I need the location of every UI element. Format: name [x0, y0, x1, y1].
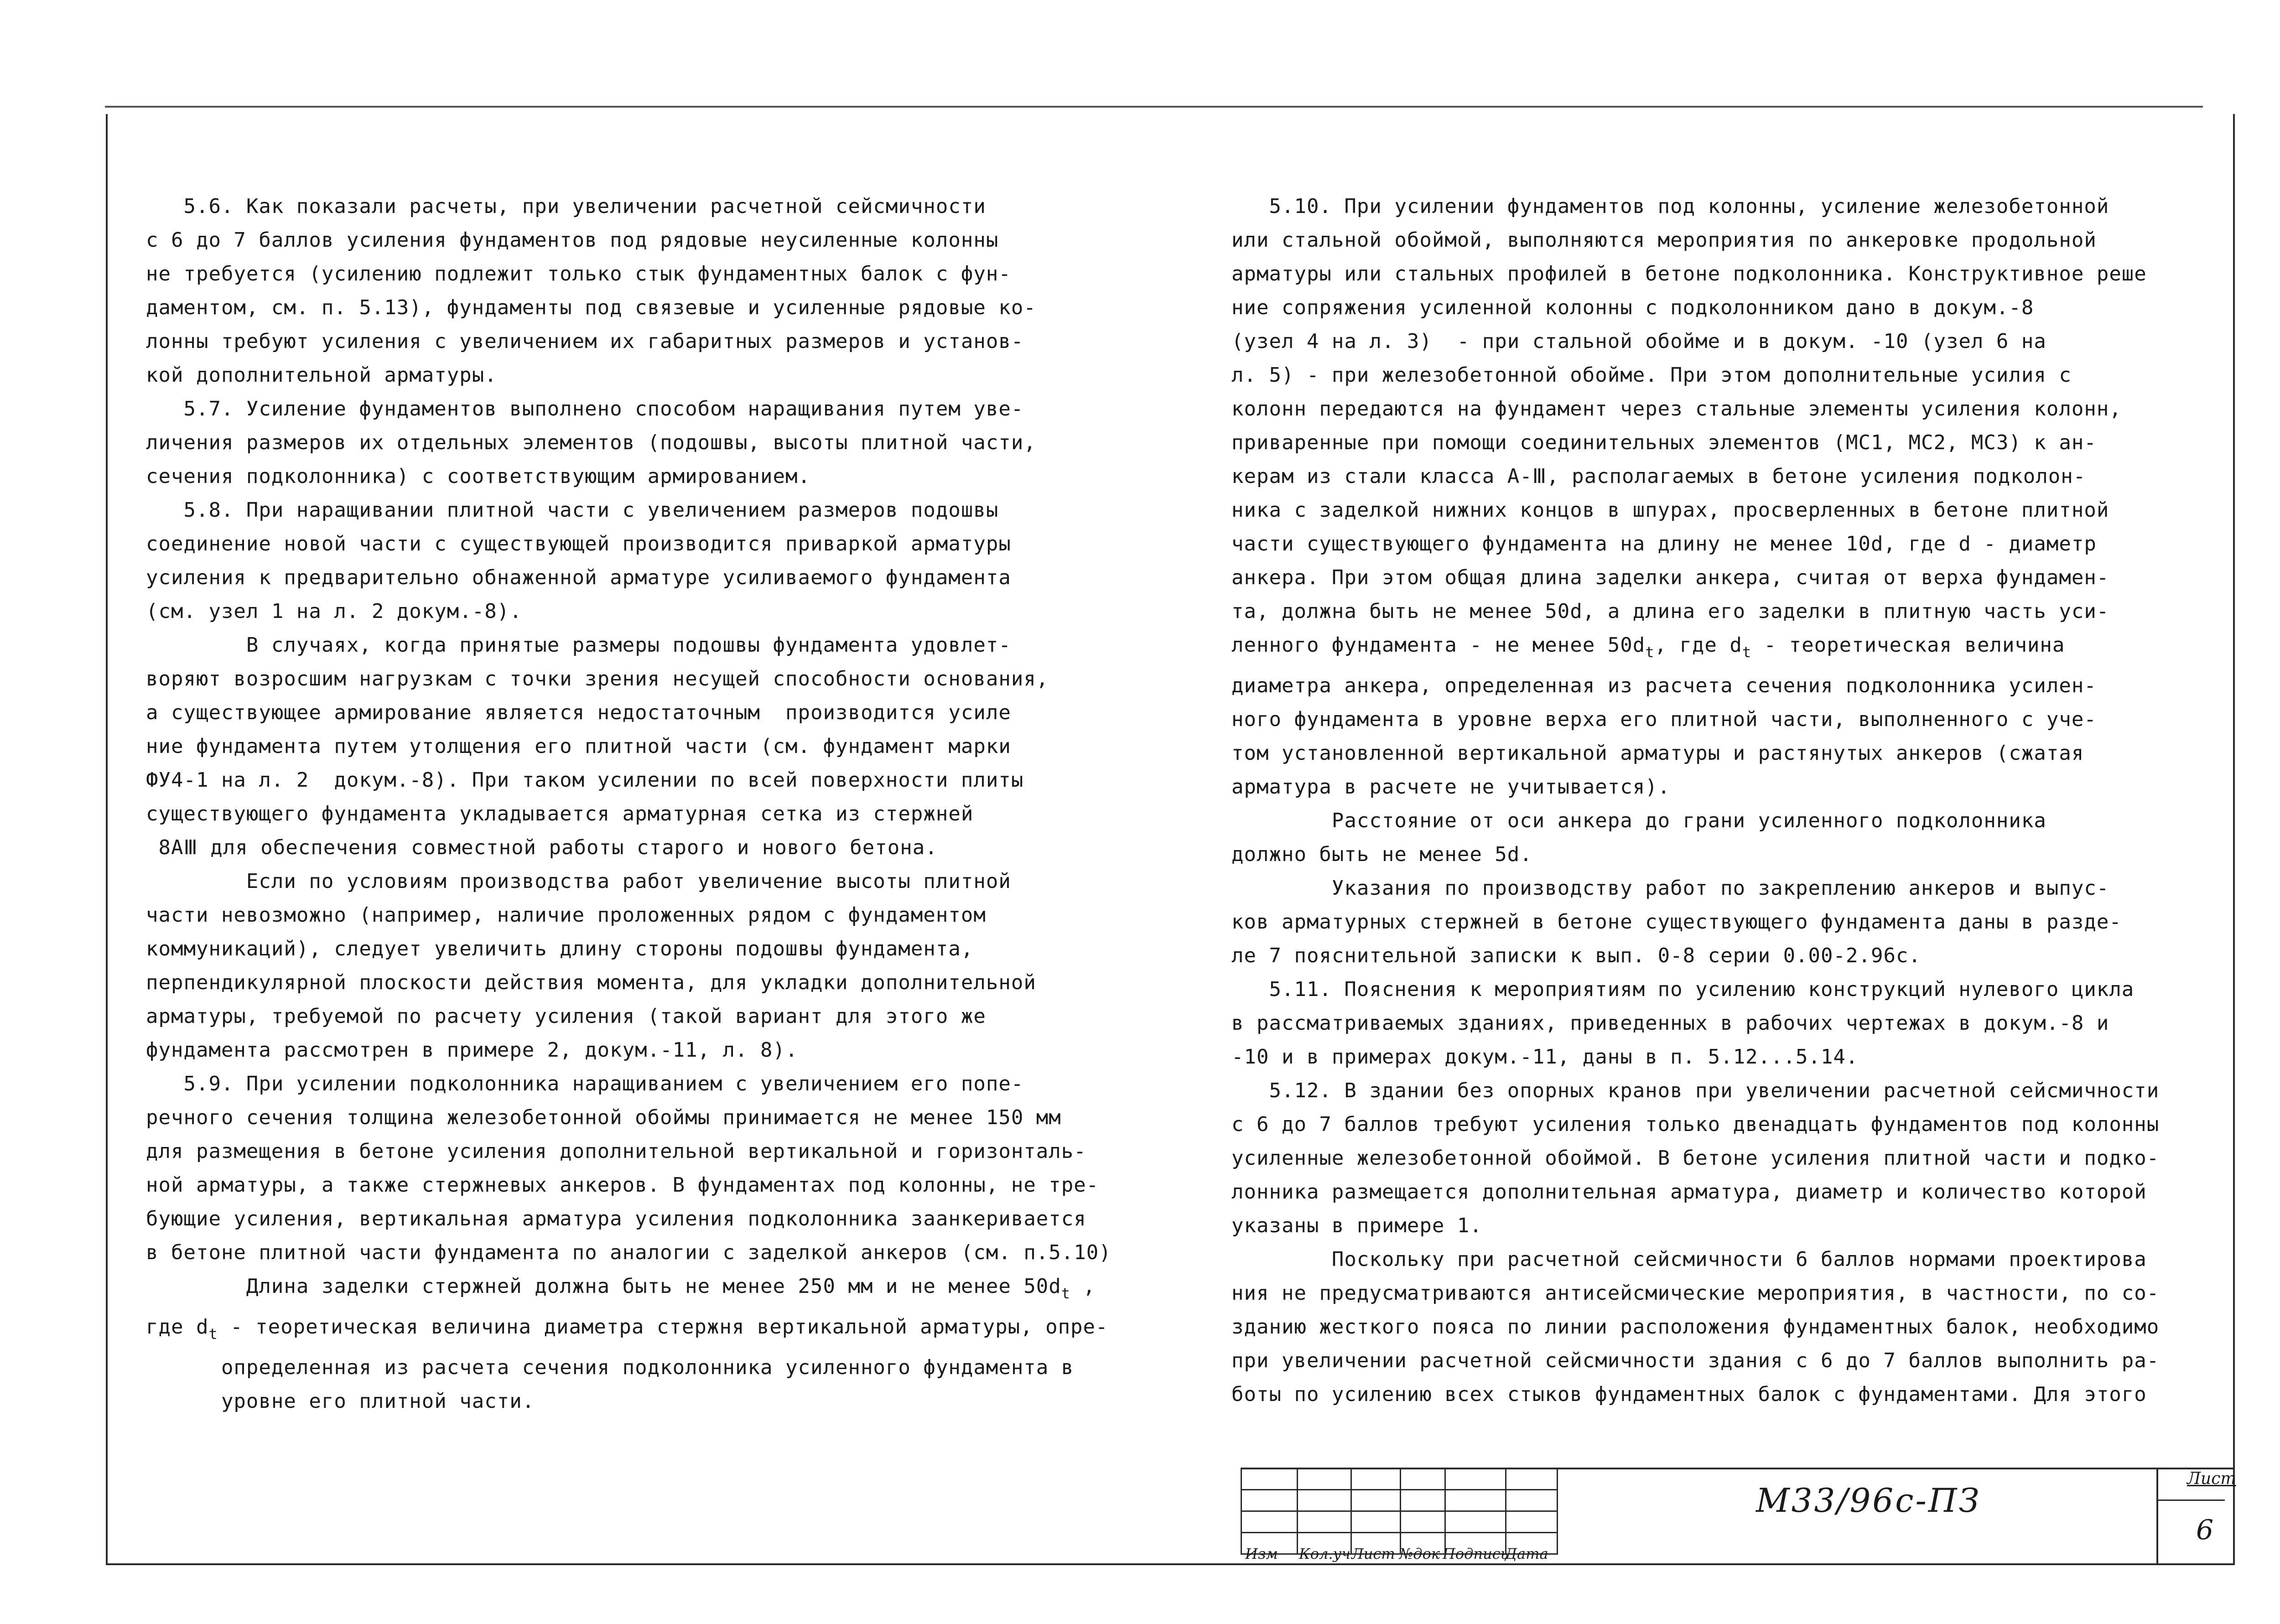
text-line: ФУ4-1 на л. 2 докум.-8). При таком усилении по всей поверхности плиты — [146, 768, 1024, 792]
subscript: t — [1742, 643, 1752, 661]
text-line: арматуры, требуемой по расчету усиления (такой вариант для этого же — [146, 1005, 986, 1028]
text-line: (см. узел 1 на л. 2 докум.-8). — [146, 600, 522, 623]
text-line: (узел 4 на л. 3) - при стальной обойме и в докум. -10 (узел 6 на — [1231, 330, 2046, 353]
label-ndok: №док — [1399, 1545, 1440, 1562]
text-line: ния не предусматриваются антисейсмические мероприятия, в частности, по со- — [1231, 1282, 2160, 1305]
text-segment: - теоретическая величина — [1751, 633, 2065, 657]
subscript: t — [1061, 1285, 1071, 1302]
text-line: керам из стали класса А-Ⅲ, располагаемых в бетоне усиления подколон- — [1231, 465, 2086, 488]
left-border — [106, 114, 108, 1564]
text-line: ника с заделкой нижних концов в шпурах, просверленных в бетоне плитной — [1231, 498, 2109, 522]
text-line: 5.11. Пояснения к мероприятиям по усилению конструкций нулевого цикла — [1231, 978, 2135, 1001]
document-code: М33/96с-ПЗ — [1756, 1481, 1981, 1520]
title-block — [1241, 1468, 2235, 1563]
text-line: лонны требуют усиления с увеличением их габаритных размеров и установ- — [146, 330, 1024, 353]
text-line-with-subscript — [146, 1310, 1218, 1351]
text-line: колонн передаются на фундамент через стальные элементы усиления колонн, — [1231, 397, 2122, 420]
text-line: Указания по производству работ по закреплению анкеров и выпус- — [1231, 877, 2109, 900]
text-line: усиления к предварительно обнаженной арматуре усиливаемого фундамента — [146, 566, 1011, 589]
text-line: диаметра анкера, определенная из расчета сечения подколонника усилен- — [1231, 674, 2097, 697]
text-line: личения размеров их отдельных элементов (подошвы, высоты плитной части, — [146, 431, 1036, 454]
text-line: В случаях, когда принятые размеры подошвы фундамента удовлет- — [146, 633, 1011, 657]
text-line: для размещения в бетоне усиления дополнительной вертикальной и горизонталь- — [146, 1140, 1086, 1163]
text-line: зданию жесткого пояса по линии расположения фундаментных балок, необходимо — [1231, 1315, 2160, 1339]
sheet-label: Лист — [2187, 1469, 2236, 1488]
text-line: ние фундамента путем утолщения его плитной части (см. фундамент марки — [146, 735, 1011, 758]
label-podpis: Подпись — [1443, 1545, 1509, 1562]
text-line: с 6 до 7 баллов требуют усиления только двенадцать фундаментов под колонны — [1231, 1113, 2160, 1136]
text-segment: Длина заделки стержней должна быть не менее 250 мм и не менее 50d — [146, 1275, 1061, 1298]
text-segment: , — [1070, 1275, 1096, 1298]
revision-grid — [1241, 1468, 1558, 1555]
text-line: -10 и в примерах докум.-11, даны в п. 5.12...5.14. — [1231, 1045, 1859, 1069]
label-izm: Изм — [1245, 1545, 1278, 1562]
sheet-divider — [2156, 1499, 2225, 1501]
text-line: в рассматриваемых зданиях, приведенных в рабочих чертежах в докум.-8 и — [1231, 1012, 2109, 1035]
text-line: с 6 до 7 баллов усиления фундаментов под рядовые неусиленные колонны — [146, 228, 999, 252]
text-line: должно быть не менее 5d. — [1231, 843, 1532, 866]
stamp-top-rule — [1241, 1468, 2235, 1469]
text-line: ле 7 пояснительной записки к вып. 0-8 серии 0.00-2.96с. — [1231, 944, 1921, 967]
label-list: Лист — [1351, 1545, 1395, 1562]
text-line: соединение новой части с существующей производится приваркой арматуры — [146, 532, 1011, 555]
text-line: 5.8. При наращивании плитной части с увеличением размеров подошвы — [146, 498, 999, 522]
text-line: фундамента рассмотрен в примере 2, докум.-11, л. 8). — [146, 1038, 798, 1062]
text-segment: ленного фундамента - не менее 50d — [1231, 633, 1646, 657]
text-line: указаны в примере 1. — [1231, 1214, 1482, 1237]
text-segment: - теоретическая величина диаметра стержня вертикальной арматуры, опре- — [218, 1315, 1108, 1339]
text-line: арматуры или стальных профилей в бетоне подколонника. Конструктивное реше — [1231, 262, 2147, 285]
text-line: части невозможно (например, наличие проложенных рядом с фундаментом — [146, 903, 986, 927]
text-line: бующие усиления, вертикальная арматура усиления подколонника заанкеривается — [146, 1207, 1086, 1230]
text-line: даментом, см. п. 5.13), фундаменты под связевые и усиленные рядовые ко- — [146, 296, 1036, 319]
text-line: л. 5) - при железобетонной обойме. При этом дополнительные усилия с — [1231, 363, 2072, 387]
text-segment: , где d — [1654, 633, 1742, 657]
bottom-rule — [106, 1563, 2235, 1565]
text-line: воряют возросшим нагрузкам с точки зрения несущей способности основания, — [146, 667, 1049, 690]
text-line: арматура в расчете не учитывается). — [1231, 775, 1671, 799]
text-line-with-subscript — [1231, 628, 2235, 669]
text-line: кой дополнительной арматуры. — [146, 363, 497, 387]
text-line: 5.7. Усиление фундаментов выполнено способом наращивания путем уве- — [146, 397, 1024, 420]
text-line: лонника размещается дополнительная арматура, диаметр и количество которой — [1231, 1180, 2147, 1204]
text-line: том установленной вертикальной арматуры и растянутых анкеров (сжатая — [1231, 742, 2084, 765]
text-line: усиленные железобетонной обоймой. В бетоне усиления плитной части и подко- — [1231, 1147, 2160, 1170]
text-line: существующего фундамента укладывается арматурная сетка из стержней — [146, 802, 974, 825]
text-line: сечения подколонника) с соответствующим армированием. — [146, 465, 810, 488]
text-line: Поскольку при расчетной сейсмичности 6 баллов нормами проектирова — [1231, 1248, 2147, 1271]
text-line: а существующее армирование является недостаточным производится усиле — [146, 701, 1011, 724]
text-line-with-subscript — [146, 1270, 1218, 1310]
text-line: в бетоне плитной части фундамента по аналогии с заделкой анкеров (см. п.5.10) — [146, 1241, 1111, 1264]
text-line: ние сопряжения усиленной колонны с подколонником дано в докум.-8 — [1231, 296, 2034, 319]
text-line: Расстояние от оси анкера до грани усиленного подколонника — [1231, 809, 2046, 832]
text-line: речного сечения толщина железобетонной обоймы принимается не менее 150 мм — [146, 1106, 1061, 1129]
subscript: t — [1645, 643, 1655, 661]
text-line: коммуникаций), следует увеличить длину стороны подошвы фундамента, — [146, 937, 974, 960]
text-line: определенная из расчета сечения подколонника усиленного фундамента в — [146, 1356, 1074, 1379]
text-line: или стальной обоймой, выполняются мероприятия по анкеровке продольной — [1231, 228, 2097, 252]
left-text-column — [146, 190, 1218, 1418]
label-data: Дата — [1505, 1545, 1548, 1562]
text-line: ного фундамента в уровне верха его плитной части, выполненного с уче- — [1231, 708, 2097, 731]
text-line: боты по усилению всех стыков фундаментных балок с фундаментами. Для этого — [1231, 1383, 2147, 1406]
text-line: Если по условиям производства работ увеличение высоты плитной — [146, 870, 1011, 893]
text-line: 5.6. Как показали расчеты, при увеличении расчетной сейсмичности — [146, 195, 986, 218]
text-line: при увеличении расчетной сейсмичности здания с 6 до 7 баллов выполнить ра- — [1231, 1349, 2160, 1372]
right-text-column — [1231, 190, 2235, 1411]
top-rule — [105, 106, 2203, 108]
text-line: не требуется (усилению подлежит только стык фундаментных балок с фун- — [146, 262, 1011, 285]
text-line: 8АⅢ для обеспечения совместной работы старого и нового бетона. — [146, 836, 938, 859]
text-line: 5.9. При усилении подколонника наращиванием с увеличением его попе- — [146, 1072, 1024, 1095]
subscript: t — [208, 1325, 218, 1343]
text-line: та, должна быть не менее 50d, а длина его заделки в плитную часть уси- — [1231, 600, 2109, 623]
text-line: ков арматурных стержней в бетоне существующего фундамента даны в разде- — [1231, 910, 2122, 934]
text-segment: где d — [146, 1315, 209, 1339]
text-line: анкера. При этом общая длина заделки анкера, считая от верха фундамен- — [1231, 566, 2109, 589]
sheet-number: 6 — [2196, 1514, 2214, 1546]
text-line: приваренные при помощи соединительных элементов (МС1, МС2, МС3) к ан- — [1231, 431, 2097, 454]
text-line: уровне его плитной части. — [146, 1390, 535, 1413]
text-line: 5.10. При усилении фундаментов под колонны, усиление железобетонной — [1231, 195, 2109, 218]
label-kol-uch: Кол.уч — [1299, 1545, 1351, 1562]
text-line: части существующего фундамента на длину не менее 10d, где d - диаметр — [1231, 532, 2097, 555]
text-line: перпендикулярной плоскости действия момента, для укладки дополнительной — [146, 971, 1036, 994]
text-line: ной арматуры, а также стержневых анкеров. В фундаментах под колонны, не тре- — [146, 1173, 1099, 1197]
text-line: 5.12. В здании без опорных кранов при увеличении расчетной сейсмичности — [1231, 1079, 2160, 1102]
